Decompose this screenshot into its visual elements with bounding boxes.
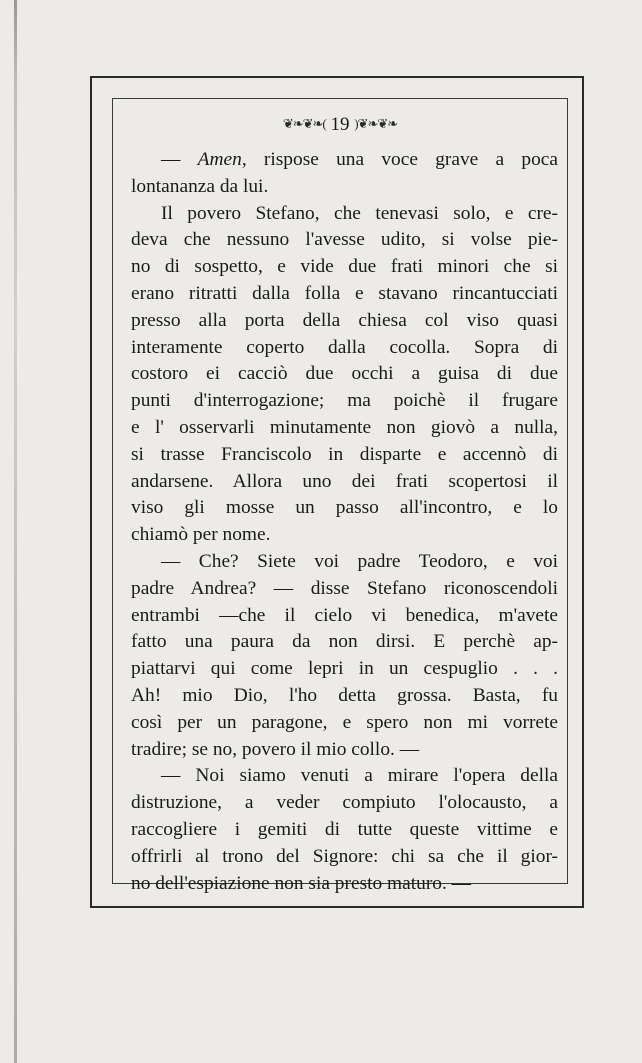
emphasized-word: Amen bbox=[197, 149, 242, 170]
text-line: entrambi —che il cielo vi benedica, m'avete bbox=[131, 604, 558, 626]
text-line: distruzione, a veder compiuto l'olocausto, a bbox=[131, 792, 558, 814]
text-line: offrirli al trono del Signore: chi sa che il gior- bbox=[131, 845, 558, 867]
text-line: Ah! mio Dio, l'ho detta grossa. Basta, fu bbox=[131, 684, 558, 706]
text-line: viso gli mosse un passo all'incontro, e lo bbox=[131, 497, 558, 519]
text-line: piattarvi qui come lepri in un cespuglio . . . bbox=[131, 658, 558, 680]
body-text bbox=[131, 147, 558, 897]
right-ornament-icon: )❦❧❦❧ bbox=[354, 116, 398, 131]
text-line: fatto una paura da non dirsi. E perchè ap- bbox=[131, 631, 558, 653]
text-line: deva che nessuno l'avesse udito, si volse pie- bbox=[131, 229, 558, 251]
text-line: tradire; se no, povero il mio collo. — bbox=[131, 738, 420, 760]
text-line: erano ritratti dalla folla e stavano rincantucciati bbox=[131, 282, 558, 304]
text-line: padre Andrea? — disse Stefano riconoscendoli bbox=[131, 577, 558, 599]
text-line: — Noi siamo venuti a mirare l'opera della bbox=[161, 765, 558, 787]
text-line: andarsene. Allora uno dei frati scopertosi il bbox=[131, 470, 558, 492]
text-line: no di sospetto, e vide due frati minori che si bbox=[131, 256, 558, 278]
text-line: Il povero Stefano, che tenevasi solo, e cre- bbox=[161, 202, 558, 224]
page-binding-edge bbox=[14, 0, 17, 1063]
text-line: così per un paragone, e spero non mi vorrete bbox=[131, 711, 558, 733]
page-number: 19 bbox=[330, 114, 350, 135]
text-line: raccogliere i gemiti di tutte queste vittime e bbox=[131, 818, 558, 840]
text-line: interamente coperto dalla cocolla. Sopra di bbox=[131, 336, 558, 358]
text-line: lontananza da lui. bbox=[131, 175, 269, 197]
text-line: si trasse Franciscolo in disparte e accennò di bbox=[131, 443, 558, 465]
text-line: presso alla porta della chiesa col viso quasi bbox=[131, 309, 558, 331]
page-header bbox=[112, 112, 568, 137]
text-line: punti d'interrogazione; ma poichè il frugare bbox=[131, 390, 558, 412]
text-line: — Amen, rispose una voce grave a poca bbox=[161, 149, 558, 170]
left-ornament-icon: ❦❧❦❧( bbox=[282, 116, 326, 131]
text-line: costoro ei cacciò due occhi a guisa di due bbox=[131, 363, 558, 385]
text-line: — Che? Siete voi padre Teodoro, e voi bbox=[161, 550, 558, 572]
text-line: no dell'espiazione non sia presto maturo. — bbox=[131, 872, 472, 894]
text-line: e l' osservarli minutamente non giovò a nulla, bbox=[131, 416, 558, 438]
text-line: chiamò per nome. bbox=[131, 524, 271, 546]
